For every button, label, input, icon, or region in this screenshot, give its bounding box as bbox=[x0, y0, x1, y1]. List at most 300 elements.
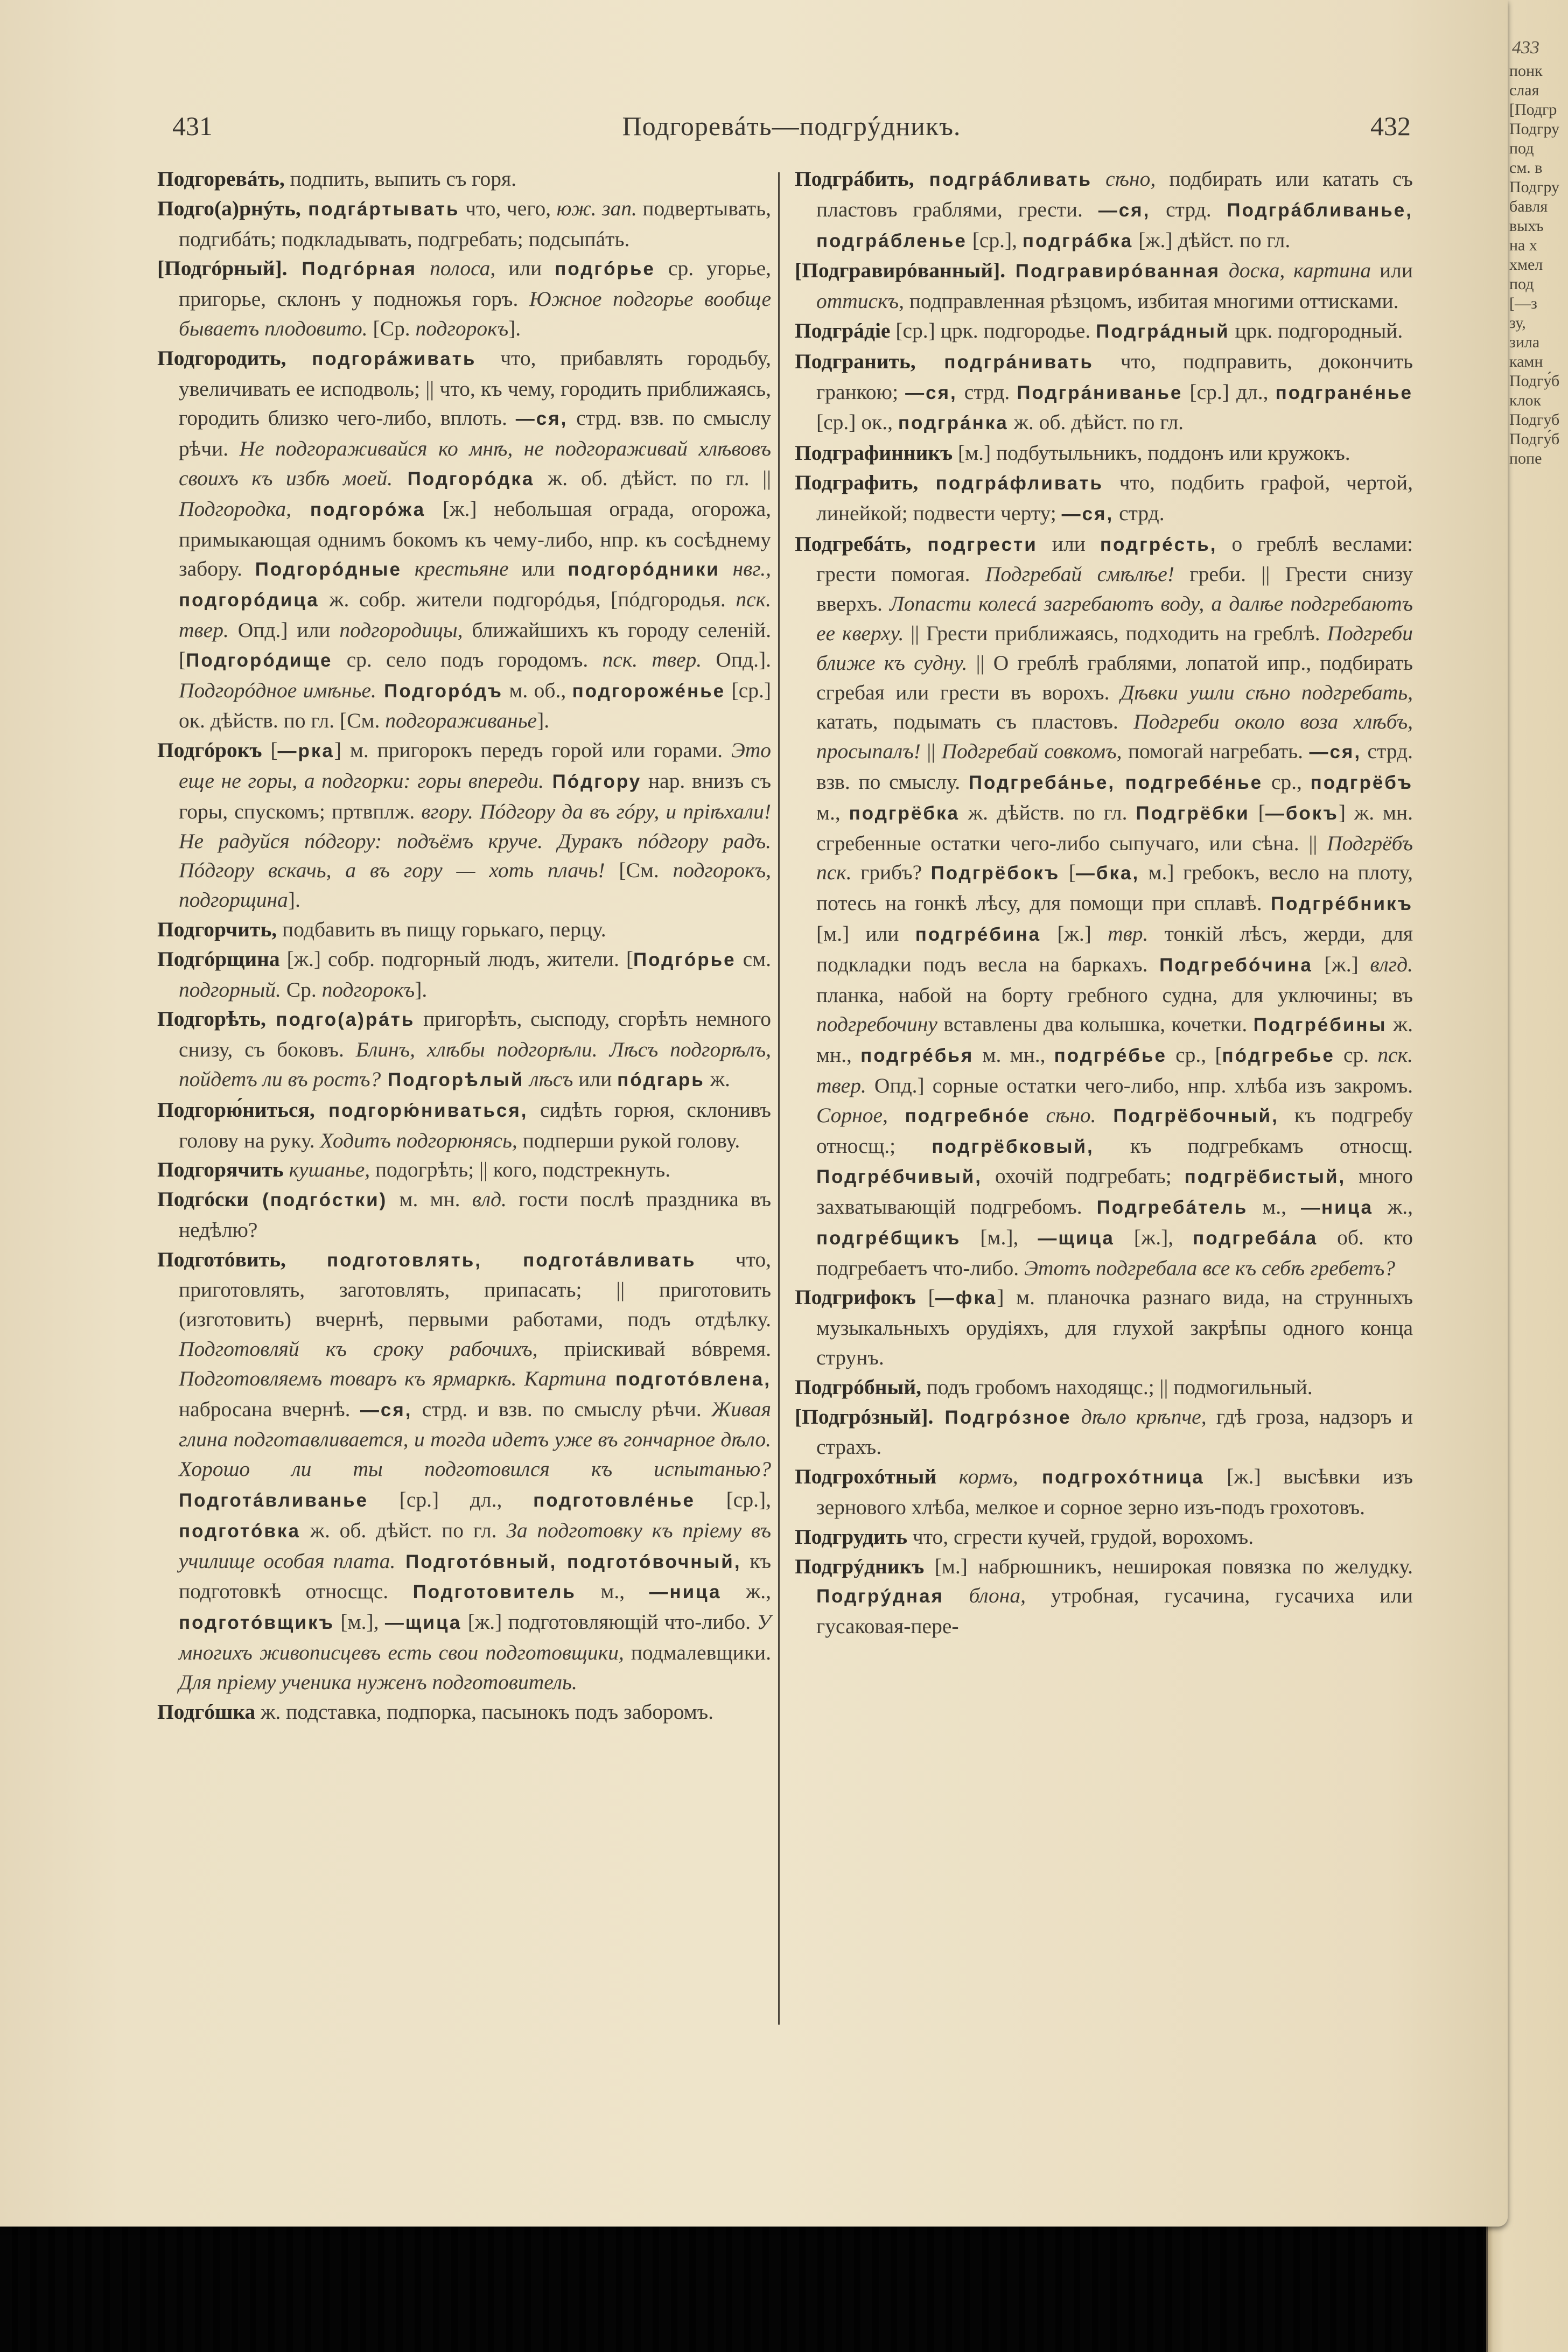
dictionary-entry bbox=[795, 256, 1413, 316]
dictionary-entry bbox=[795, 347, 1413, 438]
entry-headword: Подгорѣть, bbox=[157, 1007, 266, 1031]
entry-derived-form: подгóрье bbox=[555, 258, 655, 280]
entry-definition: м. мн., bbox=[974, 1043, 1054, 1067]
entry-definition: ж., bbox=[721, 1579, 771, 1604]
entry-derived-form: подготóвщикъ bbox=[179, 1612, 335, 1634]
dictionary-entry bbox=[157, 736, 771, 915]
entry-example: Для пріему ученика нуженъ подготовитель. bbox=[179, 1670, 577, 1694]
entry-derived-form: Подгорóдные bbox=[255, 559, 402, 580]
entry-definition: подбирать или катать съ пластовъ граблями, грести. bbox=[816, 167, 1413, 221]
entry-definition: [ bbox=[1249, 800, 1265, 824]
entry-definition: пріискивай вóвремя. bbox=[537, 1337, 771, 1361]
entry-derived-form: Подгрéбникъ bbox=[1270, 893, 1413, 915]
entry-definition: [ж.], bbox=[1114, 1225, 1193, 1249]
entry-definition: [м.], bbox=[961, 1225, 1038, 1249]
entry-derived-form: Подготóвный, подготóвочный, bbox=[395, 1551, 741, 1572]
entry-derived-form: подгрáнивать bbox=[915, 351, 1094, 373]
entry-definition: подмалевщики. bbox=[624, 1641, 771, 1665]
entry-definition: [м.] подбутыльникъ, поддонъ или кружокъ. bbox=[953, 441, 1350, 465]
adjacent-page-text-fragment: хмел bbox=[1509, 256, 1543, 274]
entry-definition: см. bbox=[736, 947, 772, 971]
entry-headword: Подгóшка bbox=[157, 1699, 256, 1724]
entry-derived-form: подгрáфливать bbox=[918, 472, 1104, 494]
entry-definition: пригорѣть, сысподу, сгорѣть немного снизу, съ боковъ. bbox=[179, 1007, 771, 1062]
entry-definition: подправленная рѣзцомъ, избитая многими оттисками. bbox=[904, 289, 1399, 313]
entry-definition: [ср.] ок., bbox=[816, 410, 898, 435]
entry-definition: || О греблѣ граблями, лопатой ипр., подбирать сгребая или грести въ ворохъ. bbox=[816, 650, 1413, 704]
entry-definition: или bbox=[573, 1067, 618, 1091]
entry-headword: [Подгравирóванный]. bbox=[795, 258, 1006, 283]
entry-derived-form: подгрáбливать bbox=[914, 169, 1093, 190]
entry-example: пск. твер. bbox=[179, 587, 771, 642]
column-divider bbox=[778, 172, 780, 2025]
dictionary-entry bbox=[795, 1402, 1413, 1462]
entry-example: Подгреби около воза хлѣбъ, просыпалъ! bbox=[816, 710, 1413, 764]
entry-definition: стрд. взв. по смыслу. bbox=[816, 739, 1413, 794]
entry-definition: что, чего, bbox=[459, 196, 557, 220]
entry-derived-form: подгрохóтница bbox=[1018, 1467, 1205, 1488]
entry-definition: греби. || Грести снизу вверхъ. bbox=[816, 562, 1413, 616]
entry-example: подгорокъ bbox=[415, 316, 509, 340]
running-header bbox=[172, 110, 1411, 148]
entry-derived-form: подгорóдники bbox=[568, 559, 720, 580]
entry-definition: [ср.], bbox=[695, 1488, 771, 1512]
entry-definition: [ж.] bbox=[1312, 952, 1370, 976]
entry-definition: [ж.] небольшая ограда, огорожа, примыкающая однимъ бокомъ къ чему-либо, нпр. къ сосѣднему забору. bbox=[179, 496, 771, 581]
entry-definition: [м.], bbox=[334, 1610, 385, 1634]
right-column bbox=[795, 164, 1413, 1641]
page-number-right: 432 bbox=[1370, 111, 1411, 141]
entry-example: полоса, bbox=[417, 256, 496, 281]
entry-definition: планка, набой на борту гребного судна, для уключины; въ bbox=[816, 983, 1413, 1007]
dictionary-entry bbox=[795, 468, 1413, 529]
entry-definition: [ж.] подготовляющій что-либо. bbox=[461, 1610, 757, 1634]
dictionary-entry bbox=[157, 194, 771, 254]
entry-example: Ходитъ подгорюнясь, bbox=[320, 1128, 517, 1152]
entry-derived-form: Подготовитель bbox=[412, 1581, 576, 1603]
entry-derived-form: подгорю́ниваться, bbox=[314, 1100, 528, 1121]
entry-definition: ]. bbox=[508, 316, 521, 340]
entry-definition: Опд.]. bbox=[702, 647, 772, 671]
entry-definition: ж., bbox=[1373, 1195, 1413, 1219]
entry-derived-form: подгрёбка bbox=[849, 802, 960, 824]
entry-definition: или bbox=[1371, 258, 1413, 283]
entry-derived-form: Подгрýдная bbox=[816, 1586, 944, 1607]
entry-definition: м.] гребокъ, весло на плоту, потесь на гонкѣ лѣсу, для помощи при сплавѣ. bbox=[816, 860, 1413, 915]
adjacent-page-text-fragment: попе bbox=[1509, 450, 1542, 467]
entry-definition: подперши рукой голову. bbox=[517, 1128, 740, 1152]
entry-definition: ср., [ bbox=[1166, 1043, 1222, 1067]
entry-definition: црк. подгородный. bbox=[1229, 318, 1403, 342]
entry-definition: что, приготовлять, заготовлять, припасать; || приготовить (изготовить) вчернѣ, первыми работами, подъ отдѣлку. bbox=[179, 1247, 771, 1332]
entry-definition: или bbox=[508, 557, 568, 581]
entry-headword: Подгорю́ниться, bbox=[157, 1097, 315, 1122]
adjacent-page-text-fragment: выхъ bbox=[1509, 217, 1544, 235]
entry-definition: тонкій лѣсъ, жерди, для подкладки подъ весла на баркахъ. bbox=[816, 921, 1413, 976]
adjacent-page-text-fragment: клок bbox=[1509, 391, 1542, 409]
entry-headword: Подгóрщина bbox=[157, 947, 280, 971]
entry-example: влд. bbox=[472, 1187, 507, 1212]
entry-derived-form: подгорáживать bbox=[286, 348, 477, 369]
entry-headword: Подгóрокъ bbox=[157, 738, 262, 762]
entry-example: сѣно, bbox=[1092, 167, 1156, 191]
entry-example: Подготовляемъ товаръ къ ярмаркѣ. Картина bbox=[179, 1366, 607, 1390]
entry-example: Подгорóдное имѣнье. bbox=[179, 678, 376, 702]
entry-definition: [Ср. bbox=[367, 316, 416, 340]
dictionary-entry bbox=[157, 1004, 771, 1095]
dictionary-entry bbox=[157, 254, 771, 343]
entry-derived-form: подгрёбъ bbox=[1310, 772, 1413, 793]
adjacent-page-text-fragment: зу, bbox=[1509, 314, 1526, 332]
entry-definition: ж. подставка, подпорка, пасынокъ подъ заборомъ. bbox=[255, 1699, 714, 1724]
adjacent-page-text-fragment: камн bbox=[1509, 353, 1543, 370]
entry-example: кормъ, bbox=[936, 1465, 1018, 1489]
entry-example: Подгородка, bbox=[179, 496, 291, 521]
entry-derived-form: подгрáнка bbox=[898, 412, 1009, 434]
dictionary-entry bbox=[157, 1697, 771, 1727]
entry-headword: Подгрудить bbox=[795, 1524, 907, 1549]
entry-example: доска, картина bbox=[1220, 258, 1371, 283]
entry-headword: Подготóвить, bbox=[157, 1247, 286, 1271]
entry-derived-form: Подгрёбки bbox=[1136, 802, 1250, 824]
entry-definition: стрд. bbox=[957, 380, 1017, 404]
adjacent-page-text-fragment: [—з bbox=[1509, 295, 1537, 312]
entry-derived-form: подгрéбья bbox=[860, 1045, 974, 1067]
entry-definition: м., bbox=[576, 1579, 649, 1604]
adjacent-page-number: 433 bbox=[1512, 38, 1539, 58]
entry-example: вгору. Пóдгору да въ гóру, и пріѣхали! Не радуйся пóдгору: подъёмъ круче. Дуракъ пóдгору радъ. Пóдгору вскачь, а въ гору — хоть плачь! bbox=[179, 799, 772, 883]
entry-definition: ж. об. дѣйст. по гл. bbox=[1008, 410, 1184, 435]
entry-derived-form: —ница bbox=[649, 1581, 722, 1603]
entry-example: дѣло крѣпче, bbox=[1071, 1404, 1207, 1429]
entry-definition: [ср.] дл., bbox=[1182, 380, 1276, 404]
adjacent-page-text-fragment: Подгу́б bbox=[1509, 430, 1560, 448]
entry-derived-form: подго(а)рáть bbox=[265, 1009, 415, 1031]
entry-derived-form: пóдгарь bbox=[617, 1069, 705, 1090]
entry-derived-form: Подгóрная bbox=[287, 258, 417, 280]
entry-example: нвг., bbox=[719, 557, 771, 581]
entry-example: влгд. bbox=[1370, 952, 1413, 976]
entry-definition: охочій подгребать; bbox=[982, 1164, 1185, 1188]
entry-definition: ] м. планочка разнаго вида, на струнныхъ музыкальныхъ орудіяхъ, для глухой закрѣпы одного конца струнъ. bbox=[816, 1285, 1413, 1370]
entry-definition: катать, подымать съ пластовъ. bbox=[816, 710, 1134, 734]
adjacent-page-text-fragment: понк bbox=[1509, 62, 1543, 80]
entry-definition: ближайшихъ къ городу селеній. [ bbox=[179, 618, 772, 671]
adjacent-page-text-fragment: Подгру bbox=[1509, 120, 1559, 138]
entry-derived-form: Подгрёбокъ bbox=[930, 863, 1060, 884]
entry-definition: Опд.] сорные остатки чего-либо, нпр. хлѣба изъ закромъ. bbox=[866, 1073, 1413, 1097]
entry-derived-form: подгрéбина bbox=[915, 923, 1041, 945]
dictionary-entry bbox=[795, 529, 1413, 1283]
entry-headword: Подгорчить, bbox=[157, 917, 277, 941]
entry-headword: Подгранить, bbox=[795, 349, 916, 373]
entry-derived-form: подгребнóе bbox=[887, 1105, 1031, 1126]
entry-definition: стрд. bbox=[1114, 501, 1165, 525]
entry-definition: ср. село подъ городомъ. bbox=[332, 647, 603, 671]
entry-derived-form: подгрéбщикъ bbox=[816, 1227, 961, 1249]
entry-definition: гости послѣ праздника въ недѣлю? bbox=[179, 1187, 771, 1242]
entry-definition: что, сгрести кучей, грудой, ворохомъ. bbox=[907, 1524, 1254, 1549]
entry-definition: подвертывать, подгибáть; подкладывать, подгребать; подсыпáть. bbox=[179, 196, 772, 251]
left-column bbox=[157, 164, 771, 1726]
entry-definition: набросана вчернѣ. bbox=[179, 1397, 360, 1421]
entry-definition: что, прибавлять городьбу, увеличивать ее исподволь; || что, къ чему, городить приближаясь, городить близко чего-либо, вплоть. bbox=[179, 346, 771, 430]
dictionary-entry bbox=[157, 1095, 771, 1156]
entry-definition: [ж.] bbox=[1041, 921, 1108, 946]
entry-headword: Подгрохóтный bbox=[795, 1465, 937, 1489]
entry-definition: ср. bbox=[1334, 1043, 1378, 1067]
entry-definition: м., bbox=[816, 800, 849, 824]
entry-definition: вставлены два колышка, кочетки. bbox=[937, 1012, 1254, 1037]
entry-derived-form: (подгóстки) bbox=[249, 1189, 388, 1211]
dictionary-entry bbox=[157, 1245, 771, 1697]
entry-example: сѣно. bbox=[1030, 1103, 1096, 1127]
entry-definition: ]. bbox=[415, 977, 428, 1002]
entry-definition: ж. дѣйств. по гл. bbox=[959, 800, 1136, 824]
entry-derived-form: подгрáбка bbox=[1022, 230, 1133, 251]
entry-derived-form: подготóвка bbox=[179, 1520, 300, 1542]
entry-example: Подготовляй къ сроку рабочихъ, bbox=[179, 1337, 538, 1361]
entry-definition: [м.] набрюшникъ, неширокая повязка по желудку. bbox=[924, 1554, 1413, 1578]
entry-derived-form: —бка, bbox=[1075, 863, 1140, 884]
entry-definition: подпить, выпить съ горя. bbox=[284, 167, 517, 191]
entry-derived-form: Подгравирóванная bbox=[1005, 261, 1221, 282]
entry-example: подгорокъ bbox=[321, 977, 415, 1002]
entry-derived-form: —бокъ bbox=[1265, 802, 1339, 824]
entry-definition: ж. bbox=[704, 1067, 730, 1091]
entry-example: За подготовку къ пріему въ училище особая плата. bbox=[179, 1518, 771, 1573]
entry-definition: [ср.] црк. подгородье. bbox=[890, 318, 1096, 342]
entry-definition: || bbox=[920, 739, 942, 764]
entry-headword: Подгрáбить, bbox=[795, 167, 914, 191]
dictionary-entry bbox=[157, 944, 771, 1005]
entry-definition: подбавить въ пищу горькаго, перцу. bbox=[277, 917, 606, 941]
adjacent-page-text-fragment: [Подгр bbox=[1509, 101, 1557, 118]
entry-headword: Подгрифокъ bbox=[795, 1285, 916, 1310]
entry-derived-form: подгорóжа bbox=[291, 499, 426, 520]
dictionary-entry bbox=[795, 164, 1413, 256]
adjacent-page-text-fragment: Подгуб bbox=[1509, 411, 1560, 429]
entry-definition: подогрѣть; || кого, подстрекнуть. bbox=[370, 1158, 671, 1182]
entry-headword: Подграфить, bbox=[795, 470, 919, 494]
entry-derived-form: подгорожéнье bbox=[572, 680, 726, 702]
adjacent-page-text-fragment: см. в bbox=[1509, 159, 1543, 177]
dictionary-entry bbox=[157, 344, 771, 736]
entry-example: Сорное, bbox=[816, 1103, 888, 1127]
entry-headword: Подгребáть, bbox=[795, 531, 912, 556]
entry-example: подгребочину bbox=[816, 1012, 937, 1037]
entry-definition: [ bbox=[915, 1285, 935, 1310]
entry-definition: подъ гробомъ находящс.; || подмогильный. bbox=[921, 1375, 1313, 1399]
entry-example: Подгреби ближе къ судну. bbox=[816, 621, 1413, 675]
entry-derived-form: пóдгребье bbox=[1222, 1045, 1335, 1067]
entry-definition: [ср.], bbox=[967, 228, 1023, 252]
entry-definition: ] м. пригорокъ передъ горой или горами. bbox=[334, 738, 731, 762]
entry-headword: Подгорячить bbox=[157, 1158, 284, 1182]
entry-definition: м. мн. bbox=[387, 1187, 472, 1212]
entry-derived-form: Подгрáдный bbox=[1096, 320, 1230, 342]
dictionary-entry bbox=[157, 1155, 771, 1185]
entry-definition: || Грести приближаясь, подходить на греблѣ. bbox=[904, 621, 1327, 645]
entry-derived-form: —ся, bbox=[1098, 199, 1151, 221]
entry-definition: ж. об. дѣйст. по гл. || bbox=[534, 466, 772, 490]
adjacent-page-text-fragment: Подгу́б bbox=[1509, 372, 1560, 390]
entry-definition: ж. мн., bbox=[816, 1012, 1413, 1067]
entry-headword: Подгородить, bbox=[157, 346, 286, 370]
entry-definition: грибъ? bbox=[851, 860, 931, 885]
entry-derived-form: подгрёбистый, bbox=[1184, 1166, 1346, 1188]
entry-definition: къ подгребкамъ относщ. bbox=[1094, 1133, 1413, 1158]
entry-definition: [ж.] высѣвки изъ зернового хлѣба, мелкое и сорное зерно изъ-подъ грохотовъ. bbox=[816, 1465, 1413, 1520]
entry-definition: [ж.] дѣйст. по гл. bbox=[1133, 228, 1291, 252]
entry-definition: [См. bbox=[605, 858, 673, 883]
entry-derived-form: подготовлять, подготáвливать bbox=[285, 1249, 696, 1271]
entry-definition: о греблѣ веслами: грести помогая. bbox=[816, 531, 1413, 586]
entry-headword: Подгóски bbox=[157, 1187, 249, 1212]
entry-definition: стрд. и взв. по смыслу рѣчи. bbox=[412, 1397, 712, 1421]
entry-example: лѣсъ bbox=[524, 1067, 573, 1091]
dark-background-mat bbox=[0, 2213, 1568, 2352]
entry-derived-form: Подгребóчина bbox=[1159, 954, 1313, 976]
entry-derived-form: —ся, bbox=[360, 1399, 412, 1420]
dictionary-entry bbox=[157, 1185, 771, 1245]
entry-example: подгорный. bbox=[179, 977, 281, 1002]
entry-derived-form: подгáртывать bbox=[300, 198, 460, 220]
entry-derived-form: Подготáвливанье bbox=[179, 1490, 368, 1511]
entry-definition: [ж.] собр. подгорный людъ, жители. [ bbox=[279, 947, 634, 971]
dictionary-entry bbox=[795, 1462, 1413, 1522]
entry-example: подгорокъ, подгорщина bbox=[179, 858, 771, 912]
entry-headword: Подгрáдіе bbox=[795, 318, 891, 342]
entry-headword: Подго(а)рнýть, bbox=[157, 196, 301, 220]
entry-derived-form: подгранéнье bbox=[1275, 382, 1413, 403]
entry-derived-form: Подгорóдище bbox=[186, 649, 333, 671]
entry-definition: ]. bbox=[537, 709, 550, 733]
entry-derived-form: —ница bbox=[1300, 1197, 1374, 1219]
entry-definition: [ср.] ок. дѣйств. по гл. [См. bbox=[179, 678, 771, 733]
entry-headword: Подгрýдникъ bbox=[795, 1554, 925, 1578]
entry-derived-form: Подгóрье bbox=[633, 949, 736, 970]
entry-derived-form: Подгрéбчивый, bbox=[816, 1166, 982, 1188]
adjacent-page-text-fragment: под bbox=[1509, 275, 1534, 293]
entry-example: Это еще не горы, а подгорки: горы впереди. bbox=[179, 738, 771, 793]
entry-derived-form: —щица bbox=[384, 1612, 462, 1634]
entry-definition: утробная, гусачина, гусачиха или гусаковая-пере- bbox=[816, 1584, 1413, 1639]
entry-derived-form: Пóдгору bbox=[544, 771, 642, 792]
entry-definition: стрд. bbox=[1150, 197, 1227, 221]
adjacent-page-text-fragment: на х bbox=[1509, 236, 1537, 254]
entry-example: У многихъ живописцевъ есть свои подготовщики, bbox=[179, 1610, 771, 1665]
entry-definition: къ подгребу относщ.; bbox=[816, 1103, 1413, 1158]
entry-example: крестьяне bbox=[402, 557, 509, 581]
page-number-left: 431 bbox=[172, 111, 213, 141]
entry-example: подгородицы, bbox=[339, 618, 463, 642]
entry-definition: ср., bbox=[1263, 769, 1311, 794]
entry-headword: Подгрóбный, bbox=[795, 1375, 921, 1399]
entry-derived-form: Подгребáтель bbox=[1096, 1197, 1248, 1219]
entry-definition: м. об., bbox=[503, 678, 572, 702]
entry-example: Блинъ, хлѣбы подгорѣли. Лѣсъ подгорѣлъ, пойдетъ ли въ ростъ? bbox=[179, 1038, 771, 1091]
entry-derived-form: Подгорѣлый bbox=[381, 1069, 524, 1090]
entry-definition: Опд.] или bbox=[228, 618, 340, 642]
adjacent-page-text-fragment: слая bbox=[1509, 81, 1539, 99]
entry-definition: что, подбить графой, чертой, линейкой; подвести черту; bbox=[816, 470, 1413, 525]
dictionary-entry bbox=[795, 1283, 1413, 1372]
entry-definition: ]. bbox=[288, 888, 300, 912]
entry-definition: Ср. bbox=[281, 977, 322, 1002]
entry-example: оттискъ, bbox=[816, 289, 904, 313]
entry-headword: Подгоревáть, bbox=[157, 167, 285, 191]
entry-derived-form: Подгрáниванье bbox=[1017, 382, 1183, 403]
entry-derived-form: Подгрóзное bbox=[933, 1406, 1072, 1428]
entry-derived-form: подгрести bbox=[911, 534, 1038, 555]
entry-derived-form: —щица bbox=[1038, 1227, 1115, 1249]
dictionary-entry bbox=[157, 915, 771, 944]
entry-derived-form: —ся, bbox=[1061, 503, 1114, 524]
entry-example: Подгребай совкомъ, bbox=[941, 739, 1122, 764]
dictionary-entry bbox=[795, 438, 1413, 468]
entry-derived-form: подгрéсть, bbox=[1100, 534, 1217, 555]
entry-example: блона, bbox=[943, 1584, 1026, 1608]
entry-example: Подгрёбъ пск. bbox=[816, 831, 1413, 885]
entry-derived-form: —ся, bbox=[905, 382, 957, 403]
entry-example: пск. твер. bbox=[602, 647, 702, 671]
adjacent-page-text-fragment: зила bbox=[1509, 333, 1540, 351]
dictionary-entry bbox=[157, 164, 771, 194]
entry-definition: сидѣть горюя, склонивъ голову на руку. bbox=[179, 1097, 771, 1152]
entry-definition: ж. об. дѣйст. по гл. bbox=[300, 1518, 507, 1542]
entry-definition: ср. угорье, пригорье, склонъ у подножья горъ. bbox=[179, 256, 771, 311]
entry-example: пск. твер. bbox=[816, 1043, 1413, 1097]
entry-definition: гдѣ гроза, надзоръ и страхъ. bbox=[816, 1404, 1413, 1459]
entry-definition: къ подготовкѣ относщс. bbox=[179, 1549, 771, 1604]
entry-definition: [ср.] дл., bbox=[368, 1488, 534, 1512]
entry-derived-form: —рка bbox=[277, 740, 334, 762]
dictionary-entry bbox=[795, 1522, 1413, 1552]
entry-definition: [ bbox=[1060, 860, 1076, 885]
entry-example: Лопасти колесá загребаютъ воду, а далѣе подгребаютъ ее кверху. bbox=[816, 592, 1413, 645]
entry-derived-form: —фка bbox=[935, 1287, 997, 1309]
entry-example: Этотъ подгребала все къ себѣ гребетъ? bbox=[1024, 1256, 1395, 1280]
entry-derived-form: подгрéбье bbox=[1054, 1045, 1167, 1067]
entry-derived-form: Подгрéбины bbox=[1253, 1014, 1387, 1036]
entry-definition: или bbox=[1037, 531, 1100, 556]
entry-definition: ж. собр. жители подгорóдья, [пóдгородья. bbox=[319, 587, 736, 612]
entry-definition: много захватывающій подгребомъ. bbox=[816, 1164, 1413, 1219]
entry-example: Южное подгорье вообще бываетъ плодовито. bbox=[179, 287, 771, 340]
entry-definition: об. кто подгребаетъ что-либо. bbox=[816, 1225, 1413, 1280]
entry-example: Живая глина подготавливается, и тогда идетъ уже въ гончарное дѣло. Хорошо ли ты подготовился къ испытанью? bbox=[179, 1397, 772, 1481]
entry-example: юж. зап. bbox=[556, 196, 637, 220]
entry-derived-form: Подгорóдка bbox=[393, 468, 535, 489]
entry-definition: ] ж. мн. сгребенные остатки чего-либо сыпучаго, или сѣна. || bbox=[816, 800, 1413, 855]
dictionary-entry bbox=[795, 316, 1413, 347]
entry-derived-form: подгребáла bbox=[1193, 1227, 1318, 1249]
entry-headword: Подграфинникъ bbox=[795, 441, 953, 465]
adjacent-page-text-fragment: Подгру bbox=[1509, 178, 1559, 196]
entry-example: твр. bbox=[1108, 921, 1149, 946]
entry-definition: что, подправить, докончить гранкою; bbox=[816, 349, 1413, 404]
dictionary-entry bbox=[795, 1552, 1413, 1641]
entry-definition: стрд. взв. по смыслу рѣчи. bbox=[179, 406, 771, 461]
entry-derived-form: подготóвлена, bbox=[606, 1368, 771, 1390]
entry-derived-form: Подгребáнье, подгребéнье bbox=[968, 772, 1263, 793]
entry-definition: [м.] или bbox=[816, 921, 915, 946]
dictionary-entry bbox=[795, 1373, 1413, 1402]
running-title: Подгоревáть—подгрýдникъ. bbox=[622, 111, 961, 141]
entry-derived-form: —ся, bbox=[1309, 741, 1362, 763]
entry-definition: помогай нагребать. bbox=[1122, 739, 1310, 764]
